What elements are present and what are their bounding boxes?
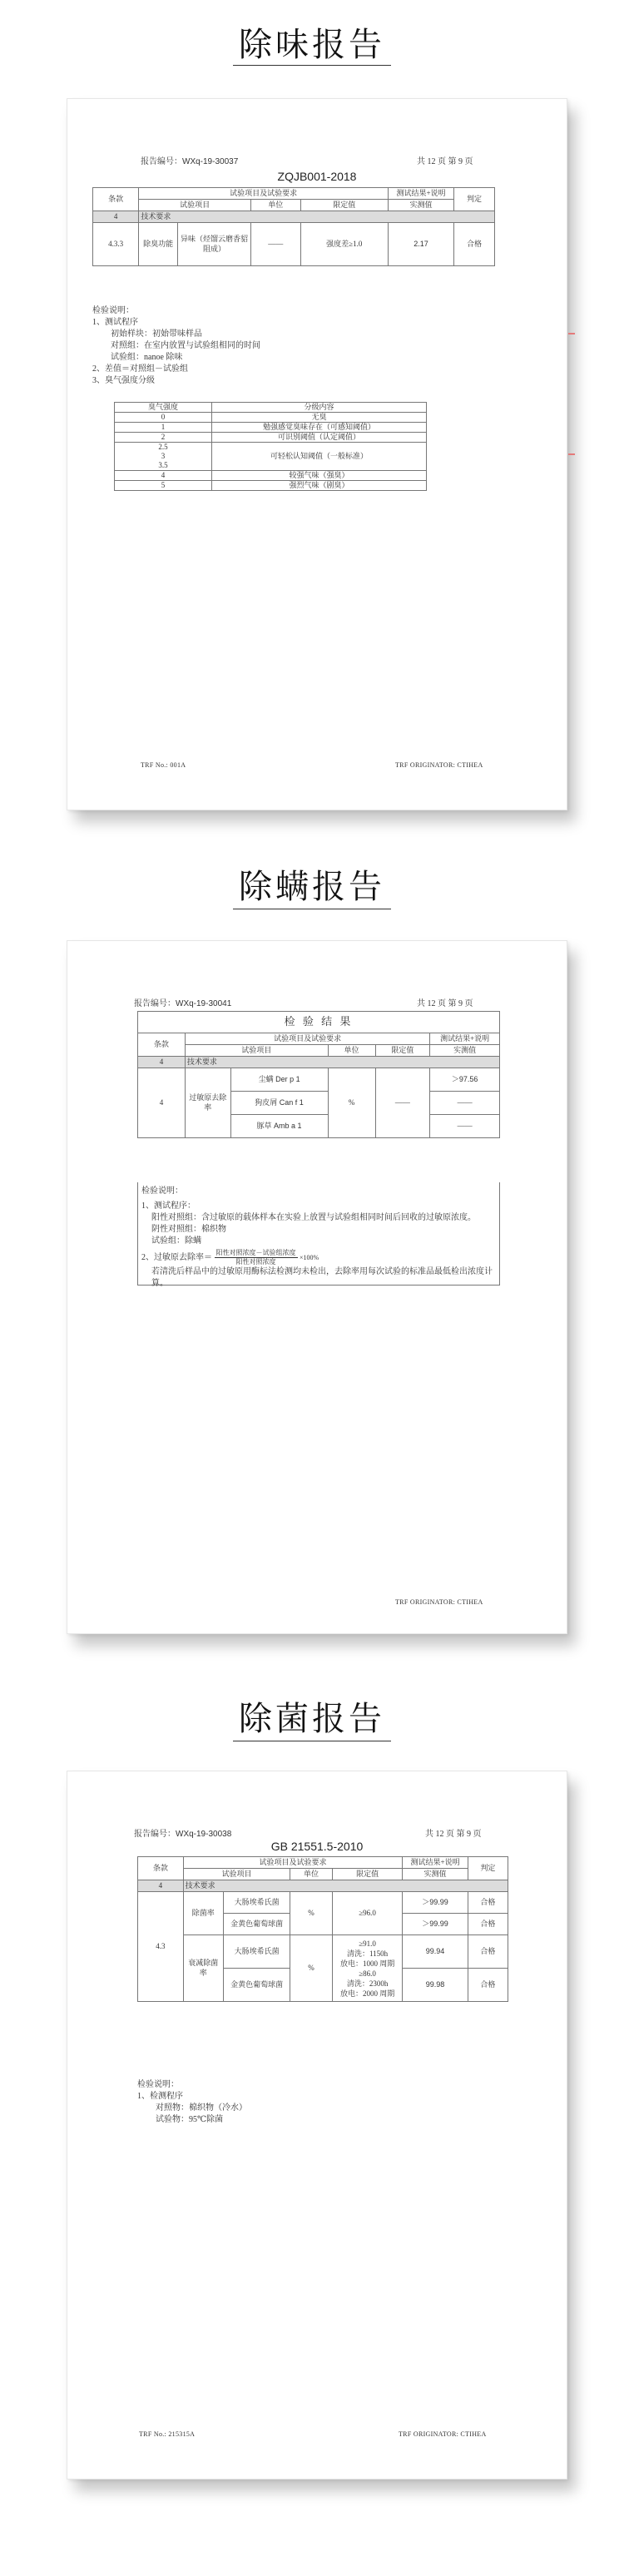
note-line: 试验物：95℃除菌 xyxy=(156,2115,224,2124)
result-table xyxy=(137,1011,500,1138)
report-page-sterilization xyxy=(67,1771,567,2479)
header-item: 试验项目 xyxy=(185,1045,328,1057)
note-line: 1、测试程序 xyxy=(92,318,138,327)
group-item: 衰减除菌率 xyxy=(183,1935,223,2002)
formula-denominator: 阳性对照浓度 xyxy=(235,1258,276,1266)
note-line: 初始样块：初始带味样品 xyxy=(111,329,202,339)
odor-desc: 可轻松认知阈值（一般标准） xyxy=(212,443,427,471)
report-number-label: 报告编号： xyxy=(134,999,176,1008)
page-edge-mark xyxy=(568,333,575,334)
report-page-dust-mite xyxy=(67,940,567,1634)
header-item: 试验项目 xyxy=(183,1869,290,1880)
note-line: 试验组：nanoe 除味 xyxy=(111,353,183,362)
heading-underline xyxy=(233,65,391,66)
report-number xyxy=(134,996,231,1008)
header-measured: 实测值 xyxy=(430,1045,500,1057)
bacteria-judge: 合格 xyxy=(468,1969,508,2002)
allergen-value: ＞97.56 xyxy=(430,1068,500,1092)
footer-trf-originator: TRF ORIGINATOR: CTIHEA xyxy=(395,761,483,769)
standard-code: ZQJB001-2018 xyxy=(277,170,357,183)
odor-header-content: 分级内容 xyxy=(212,403,427,413)
odor-desc: 无臭 xyxy=(212,413,427,423)
note-line: 对照物：棉织物（冷水） xyxy=(156,2103,247,2113)
bacteria-name: 金黄色葡萄球菌 xyxy=(223,1969,290,2002)
tech-req-no: 4 xyxy=(138,1880,184,1892)
row-limit: —— xyxy=(375,1068,430,1138)
row-item: 过敏原去除率 xyxy=(185,1068,230,1138)
row-item: 除臭功能 xyxy=(139,223,178,266)
bacteria-judge: 合格 xyxy=(468,1914,508,1935)
page-info: 共 12 页 第 9 页 xyxy=(425,1830,482,1839)
note-line: 阳性对照组：含过敏原的载体样本在实验上放置与试验组相同时间后回收的过敏原浓度。 xyxy=(151,1213,476,1222)
group-unit: % xyxy=(290,1892,332,1935)
group-limit: ≥96.0 xyxy=(332,1892,403,1935)
notes-title: 检验说明： xyxy=(137,2080,179,2089)
bacteria-name: 大肠埃希氏菌 xyxy=(223,1892,290,1914)
header-result-group: 测试结果+说明 xyxy=(388,188,453,200)
report-number-value: WXq-19-30041 xyxy=(176,999,232,1008)
report-number-value: WXq-19-30037 xyxy=(182,157,239,166)
header-measured: 实测值 xyxy=(403,1869,468,1880)
report-page-deodorize xyxy=(67,98,567,810)
footer-trf-originator: TRF ORIGINATOR: CTIHEA xyxy=(399,2430,487,2438)
page-info: 共 12 页 第 9 页 xyxy=(417,157,473,166)
header-judge: 判定 xyxy=(468,1857,508,1880)
formula-suffix: ×100% xyxy=(300,1253,319,1261)
odor-desc: 可识别阈值（认定阈值） xyxy=(212,433,427,443)
allergen-name: 豚草 Amb a 1 xyxy=(230,1115,328,1138)
limit-line: 清洗：1150h xyxy=(346,1949,389,1958)
row-clause: 4.3 xyxy=(138,1892,184,2002)
row-unit: —— xyxy=(250,223,300,266)
limit-line: 放电：1000 周期 xyxy=(339,1959,395,1968)
header-clause: 条款 xyxy=(138,1857,184,1880)
bacteria-judge: 合格 xyxy=(468,1892,508,1914)
header-limit: 限定值 xyxy=(300,200,388,211)
header-item: 试验项目 xyxy=(139,200,251,211)
header-clause: 条款 xyxy=(138,1033,186,1057)
row-description: 异味（烃馏云磨香貂阻成） xyxy=(178,223,251,266)
odor-level: 2.5 xyxy=(115,443,212,453)
bacteria-value: ＞99.99 xyxy=(403,1892,468,1914)
footer-trf-no: TRF No.: 001A xyxy=(141,761,186,769)
odor-desc: 强烈气味（剧臭） xyxy=(212,481,427,491)
odor-header-intensity: 臭气强度 xyxy=(115,403,212,413)
odor-level: 5 xyxy=(115,481,212,491)
odor-level: 1 xyxy=(115,423,212,433)
header-result-group: 测试结果+说明 xyxy=(430,1033,500,1045)
allergen-value: —— xyxy=(430,1115,500,1138)
report-number xyxy=(141,154,238,166)
note-line: 试验组：除螨 xyxy=(151,1236,201,1246)
note-line: 阴性对照组：棉织物 xyxy=(151,1225,226,1234)
bacteria-value: ＞99.99 xyxy=(403,1914,468,1935)
row-measured: 2.17 xyxy=(388,223,453,266)
report-number-value: WXq-19-30038 xyxy=(176,1830,232,1839)
odor-desc: 较强气味（强臭） xyxy=(212,471,427,481)
header-result-group: 测试结果+说明 xyxy=(403,1857,468,1869)
note-line: 2、差值＝对照组－试验组 xyxy=(92,364,188,374)
header-requirements: 试验项目及试验要求 xyxy=(139,188,389,200)
table-title: 检 验 结 果 xyxy=(138,1012,500,1033)
page-edge-mark xyxy=(568,453,575,455)
limit-line: ≥86.0 xyxy=(359,1969,376,1978)
odor-level: 4 xyxy=(115,471,212,481)
bacteria-value: 99.94 xyxy=(403,1935,468,1969)
bacteria-name: 金黄色葡萄球菌 xyxy=(223,1914,290,1935)
tech-req-label: 技术要求 xyxy=(185,1057,499,1068)
header-judge: 判定 xyxy=(454,188,495,211)
odor-intensity-table xyxy=(114,402,427,491)
header-unit: 单位 xyxy=(328,1045,375,1057)
formula-numerator: 阳性对照浓度－试验组浓度 xyxy=(215,1249,296,1256)
row-clause: 4.3.3 xyxy=(93,223,139,266)
bacteria-value: 99.98 xyxy=(403,1969,468,2002)
report-number-label: 报告编号： xyxy=(141,157,182,166)
odor-level: 3 xyxy=(115,452,212,461)
section-heading-dust-mite: 除螨报告 xyxy=(239,868,385,906)
header-requirements: 试验项目及试验要求 xyxy=(183,1857,403,1869)
page-info: 共 12 页 第 9 页 xyxy=(417,999,473,1008)
tech-req-no: 4 xyxy=(93,211,139,223)
allergen-value: —— xyxy=(430,1092,500,1115)
odor-desc: 勉强感觉臭味存在（可感知阈值） xyxy=(212,423,427,433)
inspection-notes xyxy=(137,1182,500,1286)
header-measured: 实测值 xyxy=(388,200,453,211)
footer-trf-originator: TRF ORIGINATOR: CTIHEA xyxy=(395,1598,483,1606)
odor-level: 2 xyxy=(115,433,212,443)
section-heading-deodorize: 除味报告 xyxy=(239,26,385,64)
header-unit: 单位 xyxy=(290,1869,332,1880)
tech-req-no: 4 xyxy=(138,1057,186,1068)
limit-line: ≥91.0 xyxy=(359,1939,376,1948)
note-line: 1、检测程序 xyxy=(137,2092,183,2101)
row-unit: % xyxy=(328,1068,375,1138)
note-line: 1、测试程序： xyxy=(141,1201,196,1211)
formula-prefix: 2、过敏原去除率＝ xyxy=(141,1252,212,1262)
inspection-notes xyxy=(137,2079,508,2126)
note-line: 3、臭气强度分级 xyxy=(92,376,155,385)
inspection-notes xyxy=(92,305,492,387)
group-unit: % xyxy=(290,1935,332,2002)
group-item: 除菌率 xyxy=(183,1892,223,1935)
header-unit: 单位 xyxy=(250,200,300,211)
allergen-name: 狗皮屑 Can f 1 xyxy=(230,1092,328,1115)
header-limit: 限定值 xyxy=(375,1045,430,1057)
odor-level: 3.5 xyxy=(115,461,212,471)
report-number xyxy=(134,1826,231,1839)
odor-level: 0 xyxy=(115,413,212,423)
notes-title: 检验说明： xyxy=(92,306,134,315)
note-line: 对照组：在室内放置与试验组相同的时间 xyxy=(111,341,260,350)
standard-code: GB 21551.5-2010 xyxy=(270,1840,364,1853)
row-clause: 4 xyxy=(138,1068,186,1138)
formula-fraction xyxy=(215,1249,298,1266)
tech-req-label: 技术要求 xyxy=(183,1880,508,1892)
section-heading-sterilization: 除菌报告 xyxy=(239,1700,385,1738)
header-limit: 限定值 xyxy=(332,1869,403,1880)
formula-note: 若清洗后样品中的过敏原用酶标法检测均未检出，去除率用每次试验的标准品最低检出浓度计算。 xyxy=(151,1267,493,1288)
result-table xyxy=(137,1856,508,2002)
notes-title: 检验说明： xyxy=(141,1186,183,1196)
row-limit: 强度差≥1.0 xyxy=(300,223,388,266)
row-judge: 合格 xyxy=(454,223,495,266)
group-limit xyxy=(332,1935,403,2002)
footer-trf-no: TRF No.: 215315A xyxy=(139,2430,196,2438)
allergen-name: 尘螨 Der p 1 xyxy=(230,1068,328,1092)
tech-req-label: 技术要求 xyxy=(139,211,495,223)
limit-line: 清洗：2300h xyxy=(346,1979,389,1988)
removal-formula xyxy=(141,1249,496,1266)
bacteria-judge: 合格 xyxy=(468,1935,508,1969)
bacteria-name: 大肠埃希氏菌 xyxy=(223,1935,290,1969)
limit-line: 放电：2000 周期 xyxy=(339,1989,395,1998)
report-number-label: 报告编号： xyxy=(134,1830,176,1839)
header-clause: 条款 xyxy=(93,188,139,211)
header-requirements: 试验项目及试验要求 xyxy=(185,1033,429,1045)
result-table xyxy=(92,187,495,266)
